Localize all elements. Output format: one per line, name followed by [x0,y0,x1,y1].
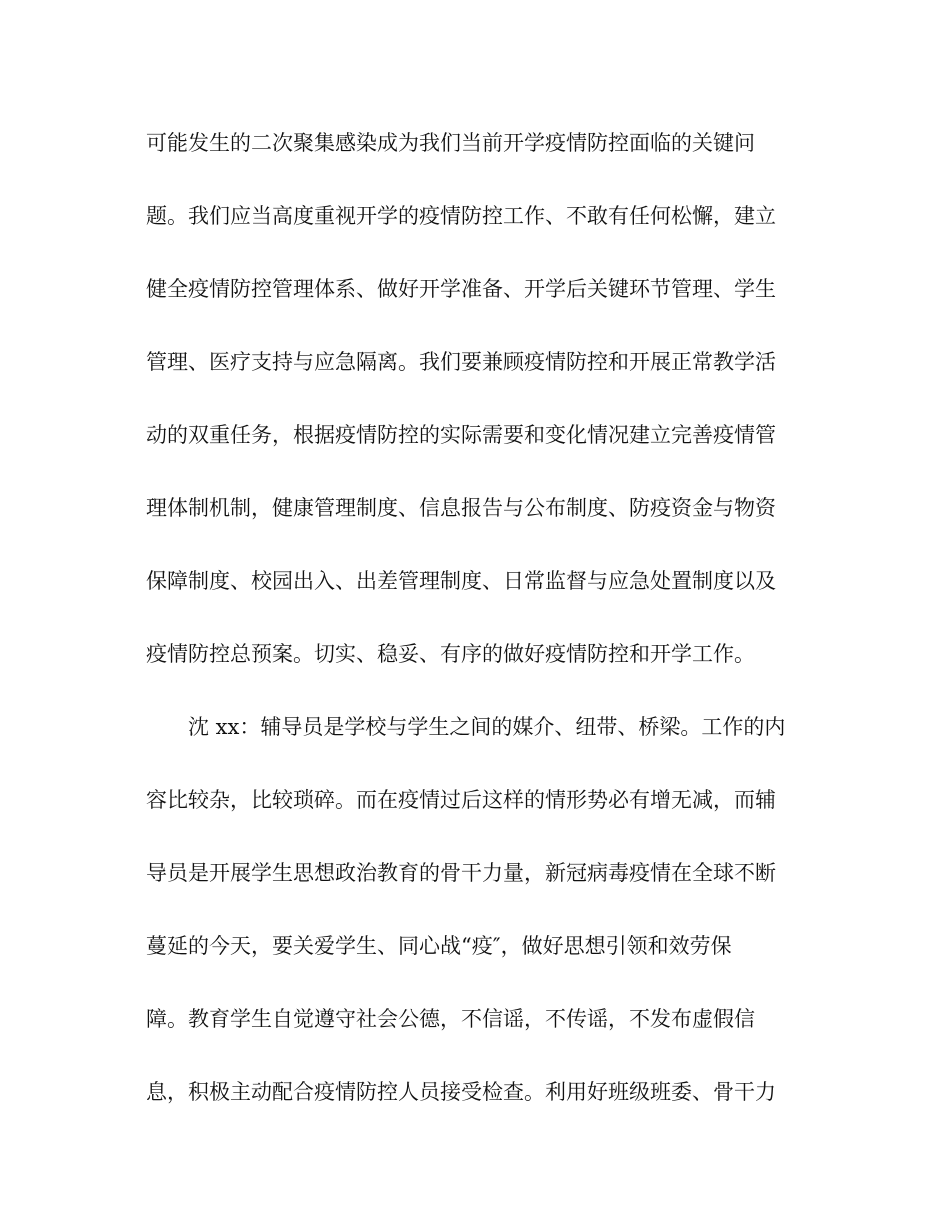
paragraph-line: 理体制机制，健康管理制度、信息报告与公布制度、防疫资金与物资 [146,496,776,520]
paragraph-line: 可能发生的二次聚集感染成为我们当前开学疫情防控面临的关键问 [146,131,755,155]
paragraph-line: 动的双重任务，根据疫情防控的实际需要和变化情况建立完善疫情管 [146,423,776,447]
paragraph-line: 息，积极主动配合疫情防控人员接受检查。利用好班级班委、骨干力 [146,1080,776,1104]
paragraph-line: 疫情防控总预案。切实、稳妥、有序的做好疫情防控和开学工作。 [146,642,755,666]
paragraph-line: 管理、医疗支持与应急隔离。我们要兼顾疫情防控和开展正常教学活 [146,350,776,374]
paragraph-line: 健全疫情防控管理体系、做好开学准备、开学后关键环节管理、学生 [146,277,776,301]
paragraph-line: 容比较杂，比较琐碎。而在疫情过后这样的情形势必有增无减，而辅 [146,788,776,812]
paragraph-line: 蔓延的今天，要关爱学生、同心战“疫″，做好思想引领和效劳保 [146,934,732,958]
paragraph-first-line: 沈 xx：辅导员是学校与学生之间的媒介、纽带、桥梁。工作的内 [188,715,786,739]
paragraph-line: 保障制度、校园出入、出差管理制度、日常监督与应急处置制度以及 [146,569,776,593]
paragraph-line: 障。教育学生自觉遵守社会公德，不信谣，不传谣，不发布虚假信 [146,1007,755,1031]
paragraph-line: 题。我们应当高度重视开学的疫情防控工作、不敢有任何松懈，建立 [146,204,776,228]
paragraph-line: 导员是开展学生思想政治教育的骨干力量，新冠病毒疫情在全球不断 [146,861,776,885]
